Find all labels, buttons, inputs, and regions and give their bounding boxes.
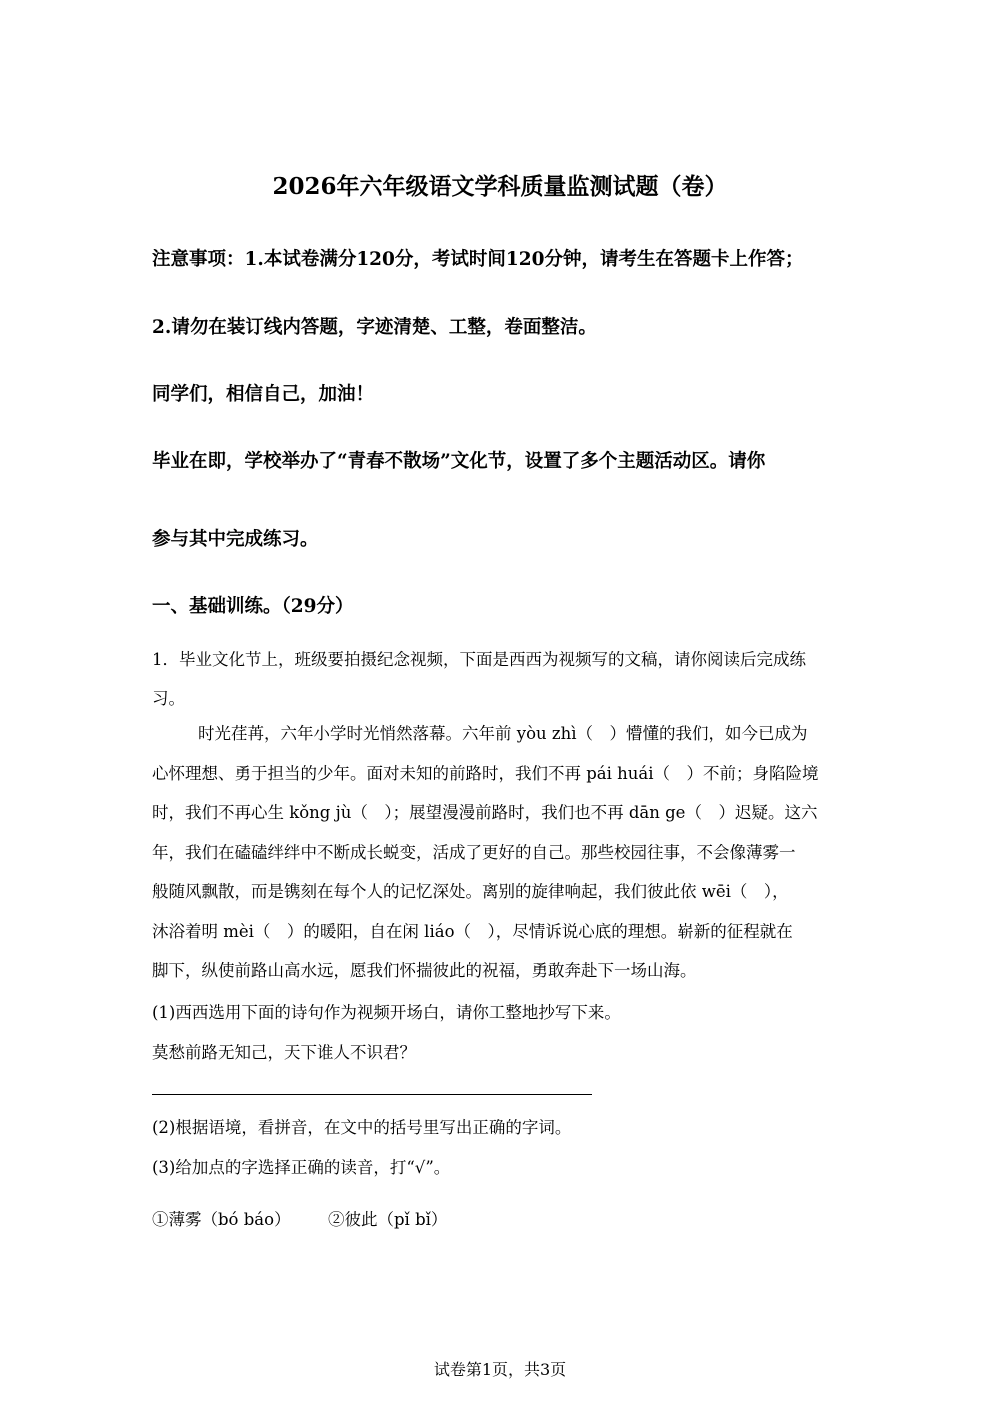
question-stem-line-2: 习。 (152, 689, 185, 708)
subquestion-2: (2)根据语境，看拼音，在文中的括号里写出正确的字词。 (152, 1118, 572, 1137)
page-footer: 试卷第1页，共3页 (433, 1360, 567, 1379)
intro-line-2: 参与其中完成练习。 (152, 529, 319, 550)
passage-line: 时光荏苒，六年小学时光悄然落幕。六年前 yòu zhì（ ）懵懂的我们，如今已成为 (198, 724, 808, 743)
notice-line-2: 2.请勿在装订线内答题，字迹清楚、工整，卷面整洁。 (152, 317, 597, 338)
passage-line: 年，我们在磕磕绊绊中不断成长蜕变，活成了更好的自己。那些校园往事，不会像薄雾一 (152, 842, 796, 862)
subquestion-1: (1)西西选用下面的诗句作为视频开场白，请你工整地抄写下来。 (152, 1003, 621, 1022)
section-heading: 一、基础训练。（29分） (152, 596, 354, 617)
pronunciation-option-1: ①薄雾（bó báo） (152, 1210, 291, 1229)
intro-line-1: 毕业在即，学校举办了“青春不散场”文化节，设置了多个主题活动区。请你 (152, 451, 766, 472)
question-stem-line-1: 1．毕业文化节上，班级要拍摄纪念视频，下面是西西为视频写的文稿，请你阅读后完成练 (152, 650, 806, 669)
passage-line: 脚下，纵使前路山高水远，愿我们怀揣彼此的祝福，勇敢奔赴下一场山海。 (152, 961, 697, 980)
subquestion-3: (3)给加点的字选择正确的读音，打“√”。 (152, 1158, 451, 1177)
poem-line: 莫愁前路无知己，天下谁人不识君？ (152, 1043, 416, 1062)
reading-passage (152, 714, 852, 991)
passage-line: 沐浴着明 mèi（ ）的暖阳，自在闲 liáo（ ），尽情诉说心底的理想。崭新的征程就在 (152, 921, 793, 941)
pronunciation-option-2: ②彼此（pǐ bǐ） (328, 1210, 448, 1229)
page-title: 2026年六年级语文学科质量监测试题（卷） (272, 173, 728, 200)
passage-line: 时，我们不再心生 kǒng jù（ ）；展望漫漫前路时，我们也不再 dān ge（ ）迟疑。这六 (152, 803, 818, 822)
answer-line[interactable] (152, 1094, 592, 1095)
encouragement-text: 同学们，相信自己，加油！ (152, 384, 375, 405)
passage-line: 般随风飘散，而是镌刻在每个人的记忆深处。离别的旋律响起，我们彼此依 wēi（ ）， (152, 882, 789, 901)
passage-line: 心怀理想、勇于担当的少年。面对未知的前路时，我们不再 pái huái（ ）不前；身陷险境 (152, 763, 819, 783)
notice-line-1: 注意事项：1.本试卷满分120分，考试时间120分钟，请考生在答题卡上作答； (152, 249, 804, 270)
